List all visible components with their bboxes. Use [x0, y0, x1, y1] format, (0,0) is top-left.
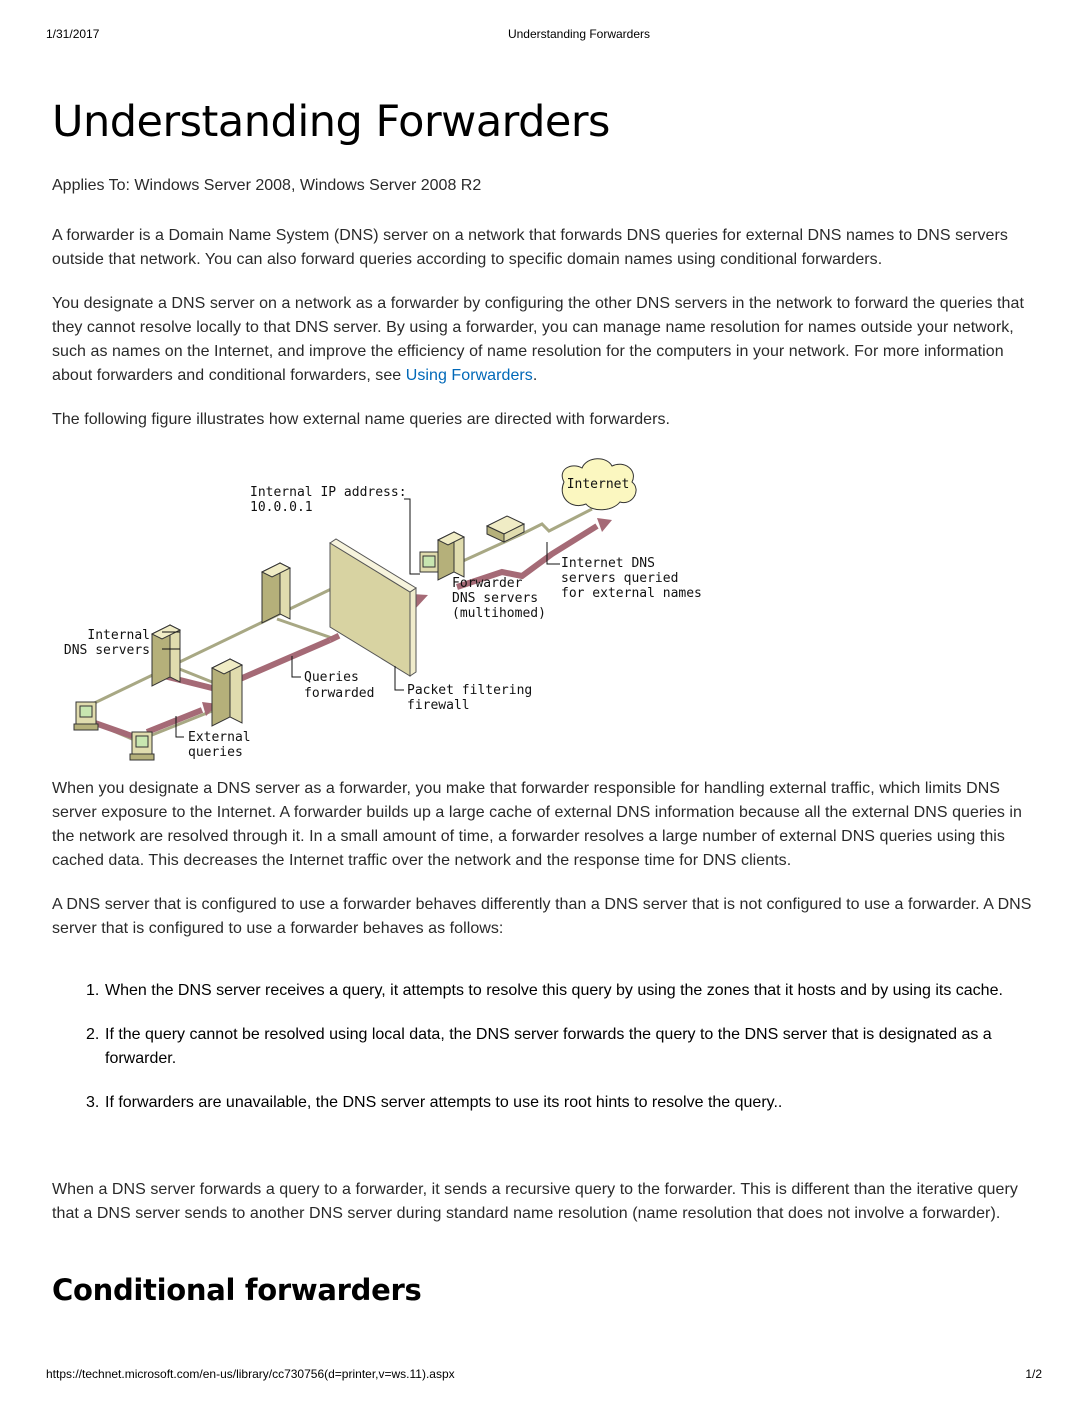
using-forwarders-link[interactable]: Using Forwarders [405, 367, 533, 384]
applies-to: Applies To: Windows Server 2008, Windows Server 2008 R2 [52, 177, 482, 194]
internal-ip-value: 10.0.0.1 [250, 500, 313, 515]
queries-forwarded-label-2: forwarded [304, 686, 375, 701]
internet-dns-label-2: servers queried [561, 571, 679, 586]
behavior-steps-list [86, 979, 1026, 1135]
external-queries-label-1: External [188, 730, 251, 745]
print-url: https://technet.microsoft.com/en-us/library/cc730756(d=printer,v=ws.11).aspx [46, 1367, 455, 1381]
firewall-label-1: Packet filtering [407, 683, 533, 698]
internet-dns-label-3: for external names [561, 586, 702, 601]
router-icon [487, 516, 524, 542]
list-item [86, 979, 1026, 1003]
print-header [46, 27, 1042, 43]
list-item [86, 1023, 1026, 1071]
list-item-number: 2. [86, 1026, 100, 1043]
dns-server-icon [212, 659, 242, 726]
list-item-number: 3. [86, 1094, 100, 1111]
paragraph-behavior: A DNS server that is configured to use a forwarder behaves differently than a DNS server that is not configured to use a forwarder. A DNS server that is configured to use a forwarder behaves as follows: [52, 896, 1032, 937]
print-footer [46, 1367, 1042, 1383]
paragraph-recursive: When a DNS server forwards a query to a forwarder, it sends a recursive query to the forwarder. This is different than the iterative query that a DNS server sends to another DNS server during standard name resolution (name resolution that does not involve a forwarder). [52, 1181, 1018, 1222]
firewall-label-2: firewall [407, 698, 470, 713]
internal-dns-server-icon [152, 625, 180, 686]
forwarder-label-3: (multihomed) [452, 606, 546, 621]
diagram-svg [52, 454, 712, 774]
page-title: Understanding Forwarders [52, 97, 610, 147]
list-item-text: If the query cannot be resolved using local data, the DNS server forwards the query to the DNS server that is designated as a forwarder. [105, 1026, 992, 1067]
queries-forwarded-label-1: Queries [304, 670, 359, 685]
page-number: 1/2 [1025, 1367, 1042, 1381]
internal-dns-label-1: Internal [87, 628, 150, 643]
article-body [52, 92, 1042, 1307]
paragraph-responsibility: When you designate a DNS server as a forwarder, you make that forwarder responsible for handling external traffic, which limits DNS server exposure to the Internet. A forwarder builds up a large cache of external DNS information because all the external DNS queries in the network are resolved through it. In a small amount of time, a forwarder resolves a large number of external DNS queries using this cached data. This decreases the Internet traffic over the network and the response time for DNS clients. [52, 780, 1022, 869]
internet-cloud-icon [562, 459, 636, 510]
paragraph-designate-text: You designate a DNS server on a network as a forwarder by configuring the other DNS servers in the network to forward the queries that they cannot resolve locally to that DNS server. By using a forwarder, you can manage name resolution for names outside your network, such as names on the Internet, and improve the efficiency of name resolution for the computers in your network. For more information about forwarders and conditional forwarders, see [52, 295, 1024, 384]
list-item-text: When the DNS server receives a query, it attempts to resolve this query by using the zones that it hosts and by using its cache. [105, 982, 1003, 999]
internal-dns-server-icon [262, 563, 290, 623]
forwarder-label-1: Forwarder [452, 576, 523, 591]
forwarders-diagram [52, 454, 712, 774]
link-trailing-period: . [532, 367, 538, 384]
client-computer-icon [130, 732, 154, 760]
print-date: 1/31/2017 [46, 27, 100, 41]
paragraph-intro: A forwarder is a Domain Name System (DNS) server on a network that forwards DNS queries for external DNS names to DNS servers outside that network. You can also forward queries according to specific domain names using conditional forwarders. [52, 227, 1008, 268]
client-computer-icon [74, 702, 98, 730]
section-heading-conditional-forwarders: Conditional forwarders [52, 1273, 422, 1307]
external-queries-label-2: queries [188, 745, 243, 760]
list-item-text: If forwarders are unavailable, the DNS server attempts to use its root hints to resolve the query.. [105, 1094, 783, 1111]
internet-dns-label-1: Internet DNS [561, 556, 655, 571]
internet-label: Internet [566, 477, 630, 492]
forwarder-label-2: DNS servers [452, 591, 539, 606]
paragraph-designate [52, 292, 1042, 388]
paragraph-figure-intro: The following figure illustrates how external name queries are directed with forwarders. [52, 411, 671, 428]
print-header-title: Understanding Forwarders [507, 27, 651, 41]
list-item-number: 1. [86, 982, 100, 999]
internal-ip-label: Internal IP address: [250, 485, 407, 500]
forwarder-server-icon [420, 532, 464, 580]
firewall-icon [330, 539, 416, 676]
list-item [86, 1091, 1026, 1115]
internal-dns-label-2: DNS servers [63, 643, 150, 658]
